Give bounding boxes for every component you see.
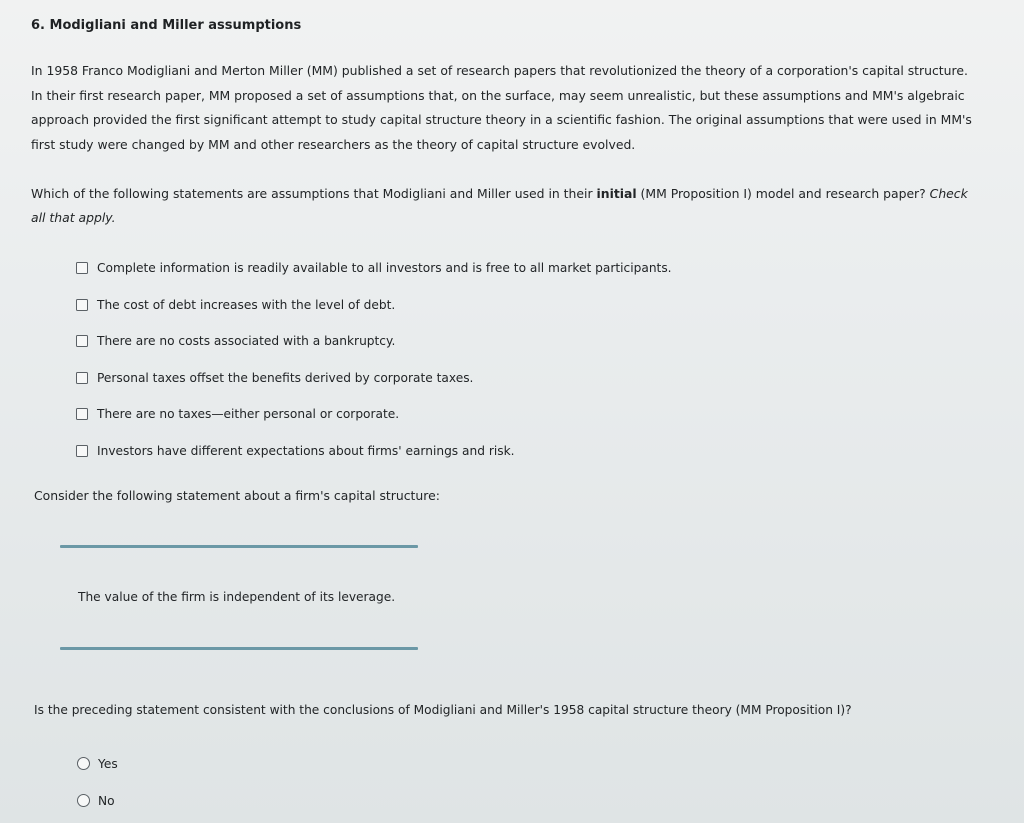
intro-line: In 1958 Franco Modigliani and Merton Miller (MM) published a set of research papers that revolutionized the theory of a corporation's capital structure. <box>31 63 968 78</box>
checkbox[interactable] <box>76 372 88 384</box>
capital-structure-statement: The value of the firm is independent of its leverage. <box>78 590 396 604</box>
checkbox[interactable] <box>76 335 88 347</box>
checkbox[interactable] <box>76 262 88 274</box>
radio-option-no[interactable] <box>77 782 118 819</box>
question-title: 6. Modigliani and Miller assumptions <box>31 18 302 33</box>
question-line-2 <box>31 206 991 230</box>
checkbox[interactable] <box>76 408 88 420</box>
intro-line: approach provided the first significant attempt to study capital structure theory in a scientific fashion. The original assumptions that were used in MM's <box>31 112 972 127</box>
checkbox[interactable] <box>76 299 88 311</box>
option-different-expectations[interactable] <box>76 433 776 470</box>
question-text-part2: (MM Proposition I) model and research paper? <box>636 186 930 201</box>
option-personal-taxes-offset[interactable] <box>76 360 776 397</box>
question-bold-initial: initial <box>596 186 637 201</box>
option-label: There are no costs associated with a bankruptcy. <box>97 334 396 349</box>
consider-statement-text: Consider the following statement about a firm's capital structure: <box>34 488 440 503</box>
question-text-part1: Which of the following statements are assumptions that Modigliani and Miller used in their <box>31 186 597 201</box>
checkbox-options <box>76 250 776 469</box>
radio-option-yes[interactable] <box>77 745 118 782</box>
consistency-question: Is the preceding statement consistent with the conclusions of Modigliani and Miller's 1958 capital structure theory (MM Proposition I)? <box>34 703 852 717</box>
option-no-bankruptcy-costs[interactable] <box>76 323 776 360</box>
question-line-1 <box>31 182 991 206</box>
checkbox[interactable] <box>76 445 88 457</box>
option-cost-of-debt[interactable] <box>76 287 776 324</box>
option-label: There are no taxes—either personal or corporate. <box>97 407 400 422</box>
option-complete-information[interactable] <box>76 250 776 287</box>
radio-label: Yes <box>98 756 118 771</box>
intro-line: In their first research paper, MM proposed a set of assumptions that, on the surface, may seem unrealistic, but these assumptions and MM's algebraic <box>31 87 965 103</box>
question-instruction-all: all that apply. <box>31 210 116 225</box>
intro-paragraph <box>31 59 991 157</box>
radio-button[interactable] <box>77 757 90 770</box>
intro-line: first study were changed by MM and other researchers as the theory of capital structure evolved. <box>31 136 636 152</box>
statement-rule-top <box>60 545 418 548</box>
radio-options <box>77 745 118 819</box>
radio-button[interactable] <box>77 794 90 807</box>
question-prompt <box>31 182 991 230</box>
option-label: Personal taxes offset the benefits derived by corporate taxes. <box>97 370 474 385</box>
statement-rule-bottom <box>60 647 418 650</box>
option-label: Investors have different expectations about firms' earnings and risk. <box>97 443 515 458</box>
question-instruction-check: Check <box>929 186 968 201</box>
option-no-taxes[interactable] <box>76 396 776 433</box>
option-label: The cost of debt increases with the level of debt. <box>97 297 396 312</box>
option-label: Complete information is readily available to all investors and is free to all market participants. <box>97 261 672 276</box>
radio-label: No <box>98 793 115 808</box>
